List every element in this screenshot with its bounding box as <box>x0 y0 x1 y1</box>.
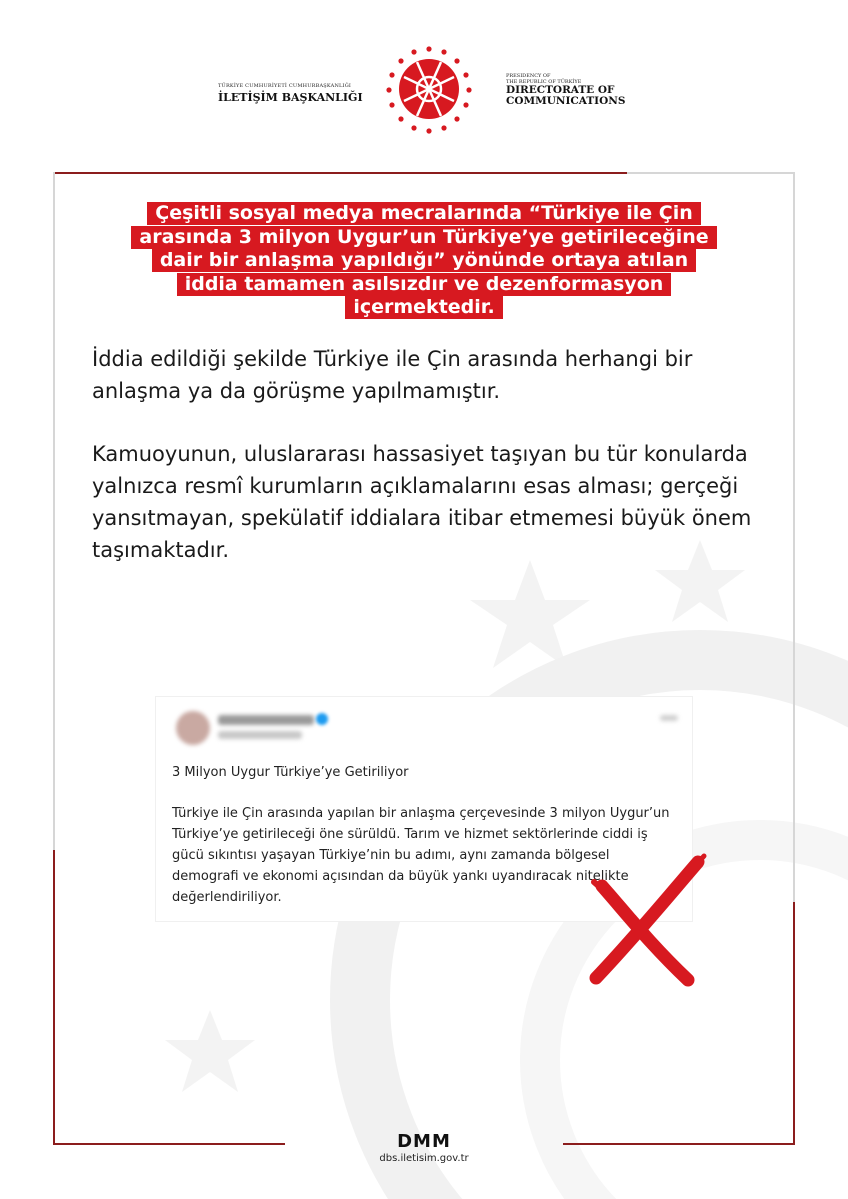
author-name-blurred <box>218 715 314 725</box>
frame-bottom-left <box>53 1143 285 1145</box>
headline-line: arasında 3 milyon Uygur’un Türkiye’ye getirileceğine <box>131 226 716 249</box>
frame-top-grey <box>627 172 795 174</box>
red-x-icon <box>580 852 710 988</box>
headline-line: iddia tamamen asılsızdır ve dezenformasyon <box>177 273 672 296</box>
org-name-english <box>506 73 646 107</box>
dmm-logo <box>374 1132 474 1150</box>
org-en-subtitle-2: THE REPUBLIC OF TÜRKİYE <box>506 79 582 85</box>
statement-paragraph-1: İddia edildiği şekilde Türkiye ile Çin arasında herhangi bir anlaşma ya da görüşme yapılmamıştır. <box>92 347 693 403</box>
verified-badge-icon <box>316 713 328 725</box>
headline-line: içermektedir. <box>345 296 502 319</box>
more-options-icon <box>660 715 678 721</box>
org-en-title-1: DIRECTORATE OF <box>506 84 615 96</box>
header <box>0 42 848 152</box>
dmm-logo-text: DMM <box>397 1132 451 1150</box>
statement-paragraph-2: Kamuoyunun, uluslararası hassasiyet taşıyan bu tür konularda yalnızca resmî kurumların açıklamalarını esas alması; gerçeği yansıtmayan, spekülatif iddialara itibar etmemesi büyük önem taşımaktadır. <box>92 442 752 562</box>
presidential-emblem-icon <box>384 42 474 142</box>
frame-bottom-right <box>563 1143 795 1145</box>
org-name-turkish <box>218 83 363 104</box>
post-body: Türkiye ile Çin arasında yapılan bir anlaşma çerçevesinde 3 milyon Uygur’un Türkiye’ye getirileceği öne sürüldü. Tarım ve hizmet sektörlerinde ciddi iş gücü sıkıntısı yaşayan Türkiye’nin bu adımı, aynı zamanda bölgesel demografi ve ekonomi açısından da büyük yankı uyandıracak nitelikte değerlendiriliyor. <box>172 806 670 905</box>
org-tr-subtitle: TÜRKİYE CUMHURİYETİ CUMHURBAŞKANLIĞI <box>218 83 352 89</box>
bg-star-1 <box>470 560 590 668</box>
headline-line: Çeşitli sosyal medya mecralarında “Türkiye ile Çin <box>147 202 700 225</box>
headline <box>82 202 766 320</box>
avatar <box>176 711 210 745</box>
frame-top-red <box>53 172 627 174</box>
bg-star-3 <box>165 1010 255 1092</box>
frame-left-grey <box>53 172 55 850</box>
headline-line: dair bir anlaşma yapıldığı” yönünde ortaya atılan <box>152 249 696 272</box>
frame-right-grey <box>793 172 795 902</box>
footer-url: dbs.iletisim.gov.tr <box>379 1153 469 1164</box>
frame-left-red <box>53 850 55 1145</box>
frame-right-red <box>793 902 795 1145</box>
org-en-subtitle-1: PRESIDENCY OF <box>506 73 551 79</box>
org-en-title-2: COMMUNICATIONS <box>506 95 626 107</box>
author-handle-blurred <box>218 731 302 739</box>
post-title: 3 Milyon Uygur Türkiye’ye Getiriliyor <box>172 765 409 780</box>
org-tr-title: İLETİŞİM BAŞKANLIĞI <box>218 91 363 104</box>
